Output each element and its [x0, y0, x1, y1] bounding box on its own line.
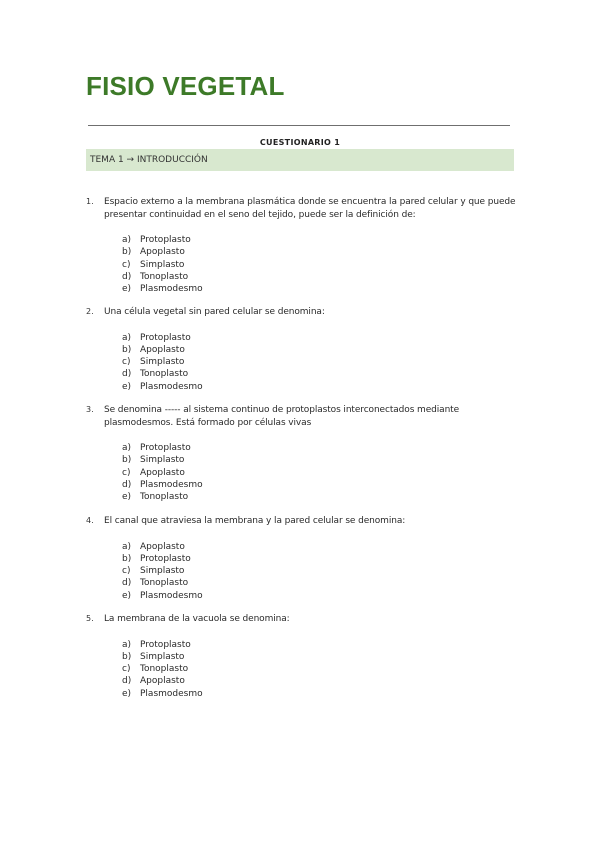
- option-d: [122, 479, 516, 491]
- option-letter: d): [122, 271, 132, 282]
- option-letter: e): [122, 590, 132, 601]
- option-text: Plasmodesmo: [140, 590, 203, 601]
- option-text: Apoplasto: [140, 247, 185, 258]
- option-text: Plasmodesmo: [140, 688, 203, 699]
- option-a: [122, 639, 516, 651]
- option-text: Plasmodesmo: [140, 479, 203, 490]
- question-text: Una célula vegetal sin pared celular se denomina:: [104, 307, 325, 317]
- option-text: Apoplasto: [140, 344, 185, 355]
- option-a: [122, 234, 516, 246]
- option-list: [122, 234, 516, 295]
- option-letter: c): [122, 357, 131, 368]
- option-text: Tonoplasto: [140, 492, 189, 503]
- option-letter: e): [122, 492, 132, 503]
- option-letter: d): [122, 578, 132, 589]
- question-number: 3.: [86, 405, 94, 414]
- option-letter: e): [122, 381, 132, 392]
- option-letter: c): [122, 259, 131, 270]
- quiz-heading: CUESTIONARIO 1: [259, 138, 341, 147]
- option-d: [122, 675, 516, 687]
- option-b: [122, 246, 516, 258]
- option-c: [122, 565, 516, 577]
- option-list: [122, 332, 516, 393]
- option-letter: d): [122, 479, 132, 490]
- option-letter: d): [122, 369, 132, 380]
- option-text: Protoplasto: [140, 639, 191, 650]
- question-text: Se denomina ----- al sistema continuo de protoplastos interconectados mediante plasmodesmos. Está formado por células vivas: [104, 405, 460, 428]
- option-e: [122, 381, 516, 393]
- option-text: Protoplasto: [140, 553, 191, 564]
- question-2: [86, 306, 516, 393]
- option-c: [122, 663, 516, 675]
- option-letter: c): [122, 664, 131, 675]
- option-d: [122, 271, 516, 283]
- option-letter: d): [122, 676, 132, 687]
- option-letter: e): [122, 688, 132, 699]
- question-number: 2.: [86, 307, 94, 316]
- question-number: 1.: [86, 197, 94, 206]
- option-e: [122, 688, 516, 700]
- option-letter: a): [122, 639, 132, 650]
- option-text: Simplasto: [140, 566, 185, 577]
- option-text: Tonoplasto: [140, 578, 189, 589]
- option-e: [122, 283, 516, 295]
- question-5: [86, 613, 516, 700]
- option-list: [122, 541, 516, 602]
- option-text: Tonoplasto: [140, 664, 189, 675]
- option-a: [122, 541, 516, 553]
- option-letter: a): [122, 235, 132, 245]
- question-number: 5.: [86, 614, 94, 623]
- option-text: Apoplasto: [140, 676, 185, 687]
- option-b: [122, 651, 516, 663]
- option-e: [122, 590, 516, 602]
- option-letter: b): [122, 455, 132, 466]
- option-text: Simplasto: [140, 357, 185, 368]
- option-text: Simplasto: [140, 651, 185, 662]
- title-divider: [88, 125, 510, 126]
- question-text: El canal que atraviesa la membrana y la pared celular se denomina:: [104, 516, 406, 526]
- option-text: Tonoplasto: [140, 271, 189, 282]
- option-letter: c): [122, 566, 131, 577]
- question-text: Espacio externo a la membrana plasmática donde se encuentra la pared celular y que puede presentar continuidad en el seno del tejido, puede ser la definición de:: [104, 197, 516, 220]
- option-a: [122, 332, 516, 344]
- option-text: Simplasto: [140, 455, 185, 466]
- question-4: [86, 515, 516, 602]
- question-3: [86, 404, 516, 503]
- option-text: Simplasto: [140, 259, 185, 270]
- option-text: Apoplasto: [140, 467, 185, 478]
- option-b: [122, 553, 516, 565]
- option-list: [122, 442, 516, 503]
- question-1: [86, 196, 516, 295]
- option-letter: c): [122, 467, 131, 478]
- option-b: [122, 454, 516, 466]
- option-text: Plasmodesmo: [140, 284, 203, 295]
- option-d: [122, 368, 516, 380]
- option-text: Apoplasto: [140, 541, 185, 552]
- option-e: [122, 491, 516, 503]
- option-letter: e): [122, 284, 132, 295]
- option-text: Plasmodesmo: [140, 381, 203, 392]
- option-text: Protoplasto: [140, 235, 191, 245]
- option-letter: b): [122, 344, 132, 355]
- question-number: 4.: [86, 516, 94, 525]
- option-text: Protoplasto: [140, 443, 191, 453]
- option-letter: a): [122, 541, 132, 552]
- option-letter: b): [122, 553, 132, 564]
- option-a: [122, 442, 516, 454]
- option-list: [122, 639, 516, 700]
- option-c: [122, 467, 516, 479]
- option-b: [122, 344, 516, 356]
- option-letter: a): [122, 332, 132, 343]
- option-text: Tonoplasto: [140, 369, 189, 380]
- option-c: [122, 259, 516, 271]
- option-c: [122, 356, 516, 368]
- option-text: Protoplasto: [140, 332, 191, 343]
- question-text: La membrana de la vacuola se denomina:: [104, 614, 290, 624]
- topic-banner: TEMA 1 → INTRODUCCIÓN: [86, 149, 514, 171]
- option-letter: b): [122, 247, 132, 258]
- document-title: FISIO VEGETAL: [86, 71, 285, 101]
- option-letter: a): [122, 443, 132, 453]
- option-d: [122, 577, 516, 589]
- option-letter: b): [122, 651, 132, 662]
